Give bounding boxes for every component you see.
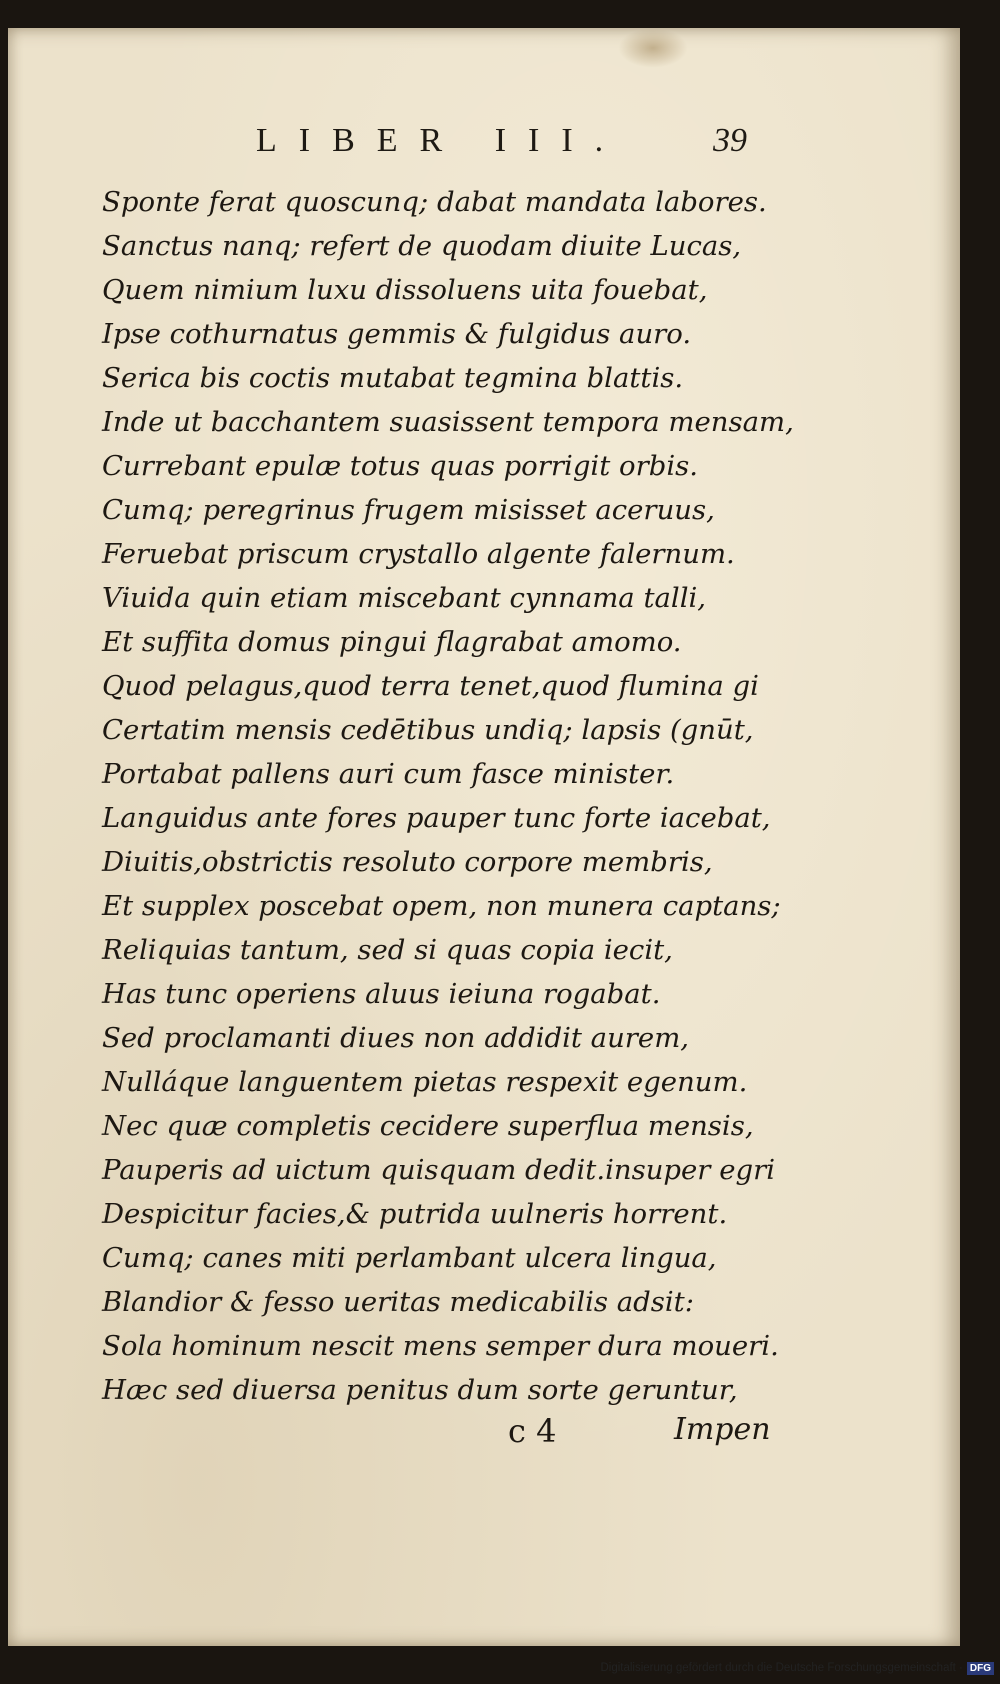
page-stain: [618, 28, 688, 68]
verse-line: Languidus ante fores pauper tunc forte iacebat,: [102, 802, 771, 834]
verse-line: Viuida quin etiam miscebant cynnama talli,: [102, 582, 707, 614]
verse-line: Pauperis ad uictum quisquam dedit.insuper egri: [102, 1154, 776, 1186]
verse-line: Sanctus nanq; refert de quodam diuite Lucas,: [102, 230, 742, 262]
verse-line: Quem nimium luxu dissoluens uita fouebat,: [102, 274, 708, 306]
verse-line: Despicitur facies,& putrida uulneris horrent.: [102, 1198, 728, 1230]
verse-line: Cumq; peregrinus frugem misisset aceruus,: [102, 494, 715, 526]
verse-line: Ipse cothurnatus gemmis & fulgidus auro.: [102, 318, 692, 350]
verse-line: Diuitis,obstrictis resoluto corpore membris,: [102, 846, 713, 878]
verse-line: Nulláque languentem pietas respexit egenum.: [102, 1066, 748, 1098]
signature-mark: c 4: [508, 1412, 557, 1450]
page-footer: [8, 1412, 960, 1472]
verse-line: Serica bis coctis mutabat tegmina blattis.: [102, 362, 684, 394]
verse-line: Quod pelagus,quod terra tenet,quod flumina gi: [102, 670, 759, 702]
verse-line: Sola hominum nescit mens semper dura moueri.: [102, 1330, 779, 1362]
running-title: LIBER III.: [256, 122, 626, 159]
verse-line: Portabat pallens auri cum fasce minister.: [102, 758, 675, 790]
folio-number: 39: [713, 122, 747, 159]
verse-text: [102, 180, 794, 1412]
verse-line: Nec quæ completis cecidere superflua mensis,: [102, 1110, 754, 1142]
verse-line: Hæc sed diuersa penitus dum sorte geruntur,: [102, 1374, 738, 1406]
verse-line: Sponte ferat quoscunq; dabat mandata labores.: [102, 186, 767, 218]
digitization-credit: [600, 1656, 994, 1680]
verse-line: Has tunc operiens aluus ieiuna rogabat.: [102, 978, 661, 1010]
dfg-logo-icon: DFG: [967, 1662, 994, 1675]
verse-line: Blandior & fesso ueritas medicabilis adsit:: [102, 1286, 694, 1318]
catchword: Impen: [674, 1412, 771, 1447]
verse-line: Feruebat priscum crystallo algente falernum.: [102, 538, 735, 570]
verse-line: Reliquias tantum, sed si quas copia iecit,: [102, 934, 673, 966]
page-header: [8, 108, 960, 178]
verse-line: Certatim mensis cedētibus undiq; lapsis (gnūt,: [102, 714, 754, 746]
verse-line: Et suffita domus pingui flagrabat amomo.: [102, 626, 682, 658]
verse-line: Et supplex poscebat opem, non munera captans;: [102, 890, 781, 922]
verse-line: Sed proclamanti diues non addidit aurem,: [102, 1022, 690, 1054]
book-page: [8, 28, 960, 1646]
verse-line: Currebant epulæ totus quas porrigit orbis.: [102, 450, 698, 482]
verse-line: Inde ut bacchantem suasissent tempora mensam,: [102, 406, 794, 438]
credit-text: Digitalisierung gefördert durch die Deutsche Forschungsgemeinschaft ·: [600, 1662, 963, 1674]
verse-line: Cumq; canes miti perlambant ulcera lingua,: [102, 1242, 717, 1274]
